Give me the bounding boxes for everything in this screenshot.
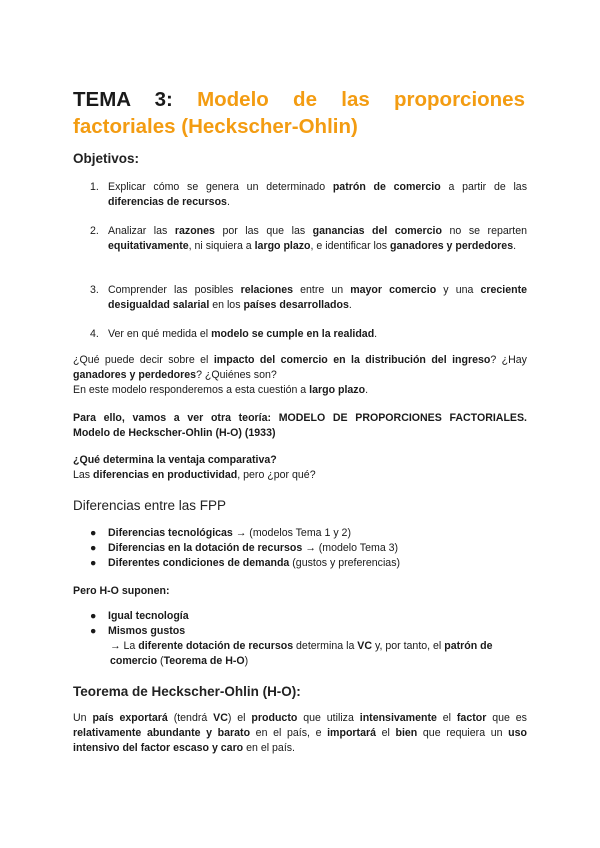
text-run: Ver en qué medida el bbox=[108, 328, 212, 340]
text-run: . bbox=[513, 240, 517, 252]
fpp-heading: Diferencias entre las FPP bbox=[73, 498, 227, 513]
bold-run: impacto del comercio en la distribución del ingreso bbox=[213, 354, 491, 366]
text-run: el bbox=[375, 727, 396, 739]
bullet-icon: ● bbox=[90, 557, 97, 569]
text-run: en el país, e bbox=[250, 727, 328, 739]
text-run: Las bbox=[73, 469, 94, 481]
bold-run: ganadores y perdedores bbox=[73, 369, 197, 381]
text-run: en los bbox=[209, 299, 244, 311]
objetivo-4 bbox=[90, 327, 527, 342]
bullet-icon: ● bbox=[90, 625, 97, 637]
list-number: 2. bbox=[90, 225, 99, 237]
intro-line-1 bbox=[73, 353, 527, 383]
teoria-line-1: Para ello, vamos a ver otra teoría: MODELO DE PROPORCIONES FACTORIALES. bbox=[73, 412, 527, 424]
bold-run: largo plazo bbox=[309, 384, 366, 396]
text-run: ? ¿Quiénes son? bbox=[196, 369, 277, 381]
bold-run: relativamente abundante y barato bbox=[73, 727, 251, 739]
bold-run: largo plazo bbox=[254, 240, 311, 252]
bullet-icon: ● bbox=[90, 542, 97, 554]
text-run: entre un bbox=[293, 284, 351, 296]
list-number: 3. bbox=[90, 284, 99, 296]
bold-run: importará bbox=[327, 727, 376, 739]
text-run: , pero ¿por qué? bbox=[237, 469, 316, 481]
bold-run: modelo se cumple en la realidad bbox=[211, 328, 375, 340]
page-title bbox=[73, 86, 525, 140]
text-run: → La bbox=[110, 640, 139, 652]
text-run: . bbox=[226, 196, 230, 208]
text-run: , ni siquiera a bbox=[188, 240, 255, 252]
text-run: , e identificar los bbox=[310, 240, 391, 252]
teorema-heading: Teorema de Heckscher-Ohlin (H-O): bbox=[73, 684, 301, 699]
bold-run: VC bbox=[357, 640, 372, 652]
text-run: Analizar las bbox=[108, 225, 175, 237]
text-run: ) bbox=[244, 655, 249, 667]
bold-run: ganancias del comercio bbox=[312, 225, 442, 237]
text-run: ) el bbox=[227, 712, 252, 724]
text-run: no se reparten bbox=[441, 225, 527, 237]
text-run: (tendrá bbox=[167, 712, 214, 724]
bold-run: producto bbox=[251, 712, 298, 724]
objetivo-2 bbox=[90, 224, 527, 254]
bold-run: razones bbox=[174, 225, 215, 237]
text-run: . bbox=[365, 384, 369, 396]
fpp-item-1 bbox=[90, 526, 527, 541]
text-run: → (modelo Tema 3) bbox=[302, 542, 399, 554]
ho-suponen-heading: Pero H-O suponen: bbox=[73, 585, 170, 597]
bold-run: ganadores y perdedores bbox=[390, 240, 514, 252]
text-run: por las que las bbox=[214, 225, 313, 237]
bold-run: Teorema de H-O bbox=[163, 655, 245, 667]
text-run: determina la bbox=[293, 640, 358, 652]
ho-arrow-line bbox=[110, 639, 527, 669]
bold-run: patrón de comercio bbox=[332, 181, 441, 193]
text-run: que es bbox=[486, 712, 527, 724]
fpp-item-3 bbox=[90, 556, 527, 571]
bold-run: equitativamente bbox=[108, 240, 189, 252]
title-prefix: TEMA 3: bbox=[73, 88, 198, 111]
bold-run: factor bbox=[456, 712, 487, 724]
ventaja-question: ¿Qué determina la ventaja comparativa? bbox=[73, 454, 277, 466]
text-run: y una bbox=[436, 284, 481, 296]
bold-run: Mismos gustos bbox=[108, 625, 186, 637]
bold-run: patrón de comercio bbox=[110, 640, 493, 667]
text-run: a partir de las bbox=[440, 181, 527, 193]
text-run: Un bbox=[73, 712, 93, 724]
bold-run: diferencias de recursos bbox=[108, 196, 227, 208]
bold-run: bien bbox=[395, 727, 418, 739]
text-run: → (modelos Tema 1 y 2) bbox=[232, 527, 351, 539]
text-run: y, por tanto, el bbox=[372, 640, 445, 652]
bold-run: país exportará bbox=[92, 712, 168, 724]
teoria-line-2: Modelo de Heckscher-Ohlin (H-O) (1933) bbox=[73, 427, 276, 439]
text-run: ? ¿Hay bbox=[490, 354, 527, 366]
text-run: que utiliza bbox=[297, 712, 360, 724]
text-run: . bbox=[374, 328, 378, 340]
fpp-item-2 bbox=[90, 541, 527, 556]
bold-run: países desarrollados bbox=[243, 299, 349, 311]
bold-run: Diferencias tecnológicas bbox=[108, 527, 233, 539]
ho-item-1 bbox=[90, 609, 527, 624]
text-run: . bbox=[348, 299, 352, 311]
text-run: ( bbox=[157, 655, 164, 667]
objetivo-3 bbox=[90, 283, 527, 313]
text-run: Comprender las posibles bbox=[108, 284, 241, 296]
bold-run: Igual tecnología bbox=[108, 610, 189, 622]
objetivos-heading: Objetivos: bbox=[73, 151, 140, 166]
text-run: en el país. bbox=[243, 742, 295, 754]
bold-run: mayor comercio bbox=[350, 284, 437, 296]
bullet-icon: ● bbox=[90, 610, 97, 622]
list-number: 4. bbox=[90, 328, 99, 340]
ho-item-2 bbox=[90, 624, 527, 639]
text-run: Explicar cómo se genera un determinado bbox=[108, 181, 333, 193]
bold-run: creciente desigualdad salarial bbox=[108, 284, 528, 311]
ventaja-paragraph bbox=[73, 453, 527, 483]
teoria-paragraph bbox=[73, 411, 527, 441]
bold-run: Diferencias en la dotación de recursos bbox=[108, 542, 303, 554]
bold-run: uso intensivo del factor escaso y caro bbox=[73, 727, 527, 754]
intro-line-2 bbox=[73, 383, 527, 398]
ventaja-answer bbox=[73, 468, 527, 483]
bold-run: Diferentes condiciones de demanda bbox=[108, 557, 290, 569]
teorema-paragraph bbox=[73, 711, 527, 756]
objetivo-1 bbox=[90, 180, 527, 210]
list-number: 1. bbox=[90, 181, 99, 193]
bold-run: relaciones bbox=[240, 284, 293, 296]
bold-run: intensivamente bbox=[359, 712, 437, 724]
intro-paragraph bbox=[73, 353, 527, 398]
bullet-icon: ● bbox=[90, 527, 97, 539]
text-run: En este modelo responderemos a esta cuestión a bbox=[73, 384, 310, 396]
bold-run: diferente dotación de recursos bbox=[138, 640, 294, 652]
title-accent: Modelo de las proporciones factoriales (Heckscher-Ohlin) bbox=[73, 88, 525, 138]
text-run: ¿Qué puede decir sobre el bbox=[73, 354, 214, 366]
text-run: (gustos y preferencias) bbox=[289, 557, 401, 569]
text-run: que requiera un bbox=[417, 727, 509, 739]
text-run: el bbox=[436, 712, 457, 724]
bold-run: VC bbox=[213, 712, 228, 724]
bold-run: diferencias en productividad bbox=[93, 469, 238, 481]
